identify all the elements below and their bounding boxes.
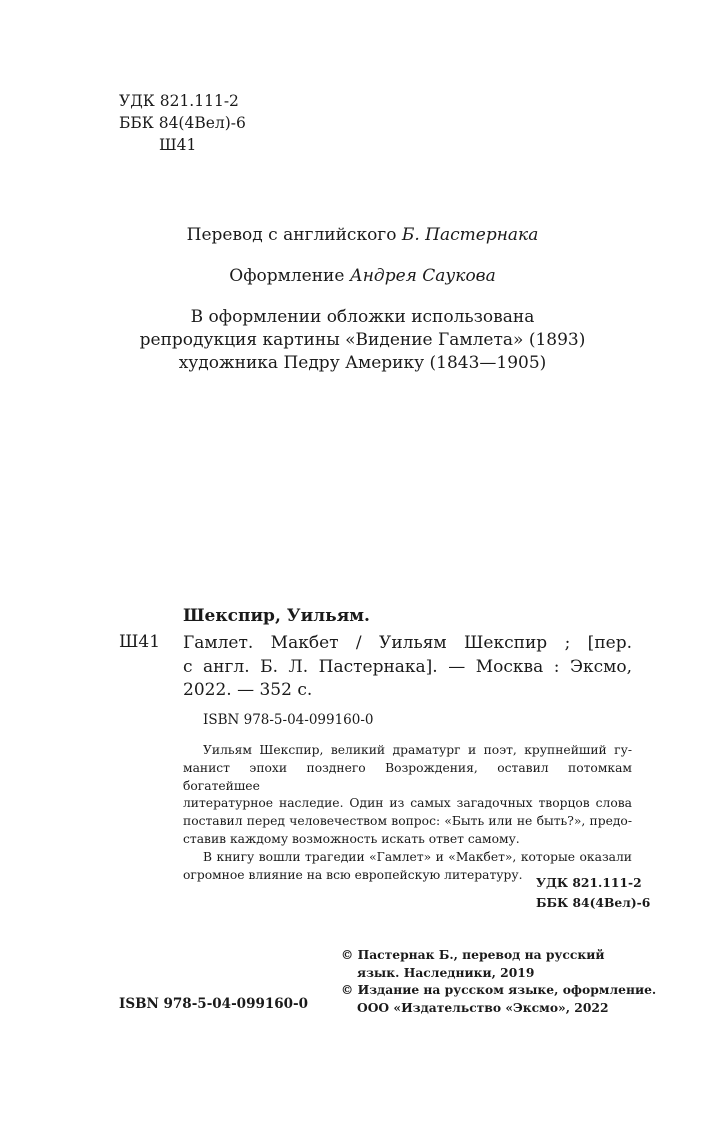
copyright-block <box>341 946 656 1016</box>
udk-code: УДК 821.111-2 <box>119 92 239 110</box>
bbk-code: ББК 84(4Вел)-6 <box>119 114 246 132</box>
bbk-code-bold: ББК 84(4Вел)-6 <box>536 895 651 910</box>
biblio-line: с англ. Б. Л. Пастернака]. — Москва : Эксмо, <box>183 656 632 677</box>
copyright-line: ООО «Издательство «Эксмо», 2022 <box>357 999 609 1015</box>
designer-name: Андрея Саукова <box>349 266 496 286</box>
right-classification <box>536 873 650 913</box>
footer-isbn: ISBN 978-5-04-099160-0 <box>119 996 309 1012</box>
cover-note-line: репродукция картины «Видение Гамлета» (1893) <box>139 330 586 350</box>
designer-credit <box>8 266 709 286</box>
annotation-line: манист эпохи позднего Возрождения, оставил потомкам богатейшее <box>183 760 632 793</box>
cover-note <box>8 306 709 375</box>
biblio-line: 2022. — 352 с. <box>183 680 313 700</box>
copyright-line: язык. Наследники, 2019 <box>357 964 535 980</box>
annotation-line: поставил перед человечеством вопрос: «Быть или не быть?», предо- <box>183 814 632 829</box>
biblio-description <box>183 632 632 703</box>
annotation-line: ставив каждому возможность искать ответ самому. <box>183 831 520 846</box>
copyright-line: © Издание на русском языке, оформление. <box>341 982 657 997</box>
annotation-line: В книгу вошли трагедии «Гамлет» и «Макбет», которые оказали <box>203 849 632 864</box>
translator-name: Б. Пастернака <box>401 225 539 245</box>
top-classification <box>119 90 246 156</box>
annotation <box>183 742 632 884</box>
biblio-heading: Шекспир, Уильям. <box>183 606 370 626</box>
annotation-line: Уильям Шекспир, великий драматург и поэт, крупнейший гу- <box>203 743 632 757</box>
cover-note-line: художника Педру Америку (1843—1905) <box>178 353 547 373</box>
annotation-line: литературное наследие. Один из самых загадочных творцов слова <box>183 796 632 811</box>
copyright-line: © Пастернак Б., перевод на русский <box>341 947 605 962</box>
annotation-line: огромное влияние на всю европейскую литературу. <box>183 867 523 882</box>
translator-prefix: Перевод с английского <box>186 225 397 245</box>
biblio-line: Гамлет. Макбет / Уильям Шекспир ; [пер. <box>183 633 632 653</box>
designer-prefix: Оформление <box>229 266 345 286</box>
udk-code-bold: УДК 821.111-2 <box>536 875 642 890</box>
biblio-isbn: ISBN 978-5-04-099160-0 <box>203 712 374 728</box>
author-mark: Ш41 <box>159 136 197 154</box>
translator-credit <box>8 225 709 245</box>
cover-note-line: В оформлении обложки использована <box>190 307 535 327</box>
biblio-author-mark: Ш41 <box>119 632 161 652</box>
